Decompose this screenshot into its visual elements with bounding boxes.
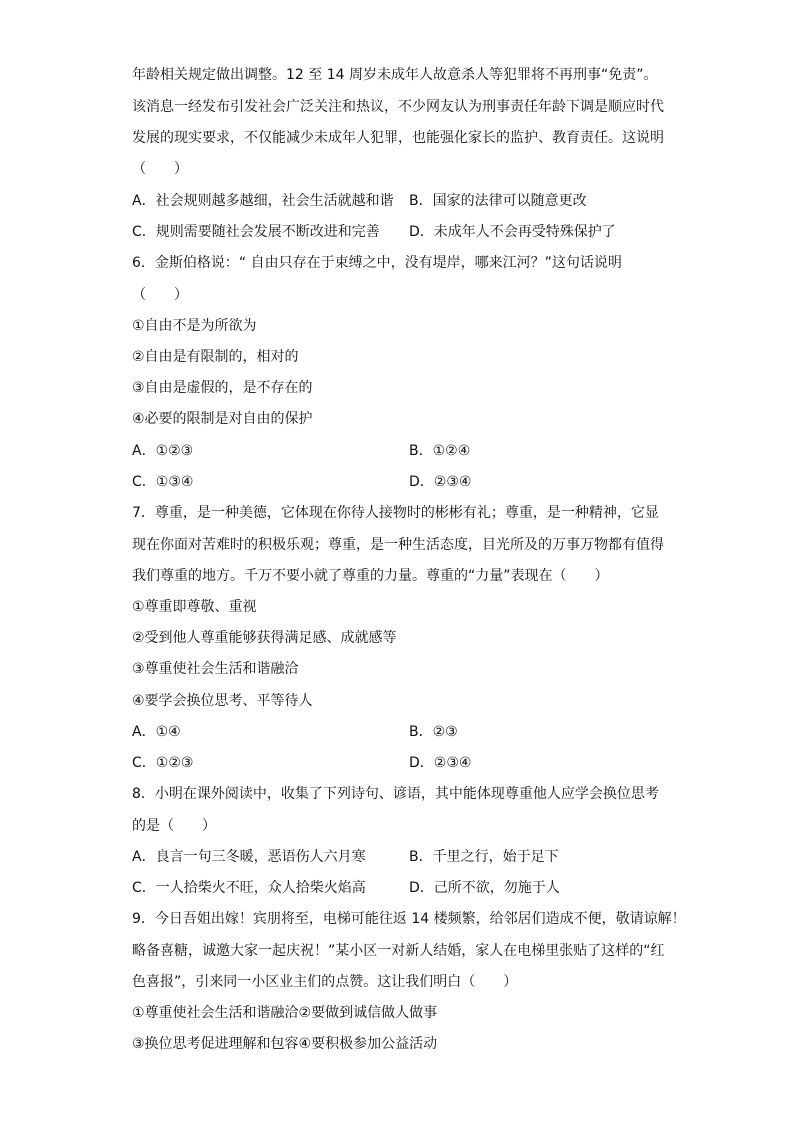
q8-stem-line-1: 8．小明在课外阅读中，收集了下列诗句、谚语，其中能体现尊重他人应学会换位思考 [132, 786, 659, 802]
q5-stem-line-1: 年龄相关规定做出调整。12 至 14 周岁未成年人故意杀人等犯罪将不再刑事“免责”。 [132, 67, 658, 83]
q8-option-d[interactable]: D．己所不欲，勿施于人 [409, 880, 560, 896]
q7-option-d[interactable]: D．②③④ [409, 755, 472, 771]
q8-option-c[interactable]: C．一人拾柴火不旺，众人拾柴火焰高 [132, 880, 366, 896]
q9-stem-line-1: 9．今日吾姐出嫁！宾朋将至，电梯可能往返 14 楼频繁，给邻居们造成不便，敬请谅解！ [132, 911, 686, 927]
q7-statement-3: ③尊重使社会生活和谐融洽 [132, 661, 299, 677]
q6-statement-3: ③自由是虚假的，是不存在的 [132, 380, 313, 396]
q7-stem-line-1: 7．尊重，是一种美德，它体现在你待人接物时的彬彬有礼；尊重，是一种精神，它显 [132, 505, 659, 521]
q7-statement-2: ②受到他人尊重能够获得满足感、成就感等 [132, 630, 397, 646]
q6-option-a[interactable]: A．①②③ [132, 443, 194, 459]
q7-stem-line-3: 我们尊重的地方。千万不要小就了尊重的力量。尊重的“力量”表现在（ ） [132, 568, 609, 584]
q7-option-b[interactable]: B．②③ [409, 724, 458, 740]
q6-option-d[interactable]: D．②③④ [409, 474, 472, 490]
q5-stem-line-2: 该消息一经发布引发社会广泛关注和热议，不少网友认为刑事责任年龄下调是顺应时代 [132, 99, 664, 115]
q5-answer-blank: （ ） [132, 161, 188, 177]
q9-stem-line-3: 色喜报”，引来同一小区业主们的点赞。这让我们明白（ ） [132, 974, 518, 990]
q6-option-b[interactable]: B．①②④ [409, 443, 471, 459]
q6-stem-line-1: 6．金斯伯格说：“ 自由只存在于束缚之中，没有堤岸，哪来江河？”这句话说明 [132, 255, 622, 271]
q6-answer-blank: （ ） [132, 287, 188, 303]
q5-option-b[interactable]: B．国家的法律可以随意更改 [409, 193, 587, 209]
q6-option-c[interactable]: C．①③④ [132, 474, 194, 490]
q8-option-a[interactable]: A．良言一句三冬暖，恶语伤人六月寒 [132, 849, 366, 865]
q7-statement-4: ④要学会换位思考、平等待人 [132, 693, 313, 709]
q5-option-a[interactable]: A．社会规则越多越细，社会生活就越和谐 [132, 193, 394, 209]
q6-statement-1: ①自由不是为所欲为 [132, 318, 257, 334]
q9-statement-line-1: ①尊重使社会生活和谐融洽②要做到诚信做人做事 [132, 1005, 438, 1021]
q5-stem-line-3: 发展的现实要求，不仅能减少未成年人犯罪，也能强化家长的监护、教育责任。这说明 [132, 130, 664, 146]
q9-stem-line-2: 略备喜糖，诚邀大家一起庆祝！”某小区一对新人结婚，家人在电梯里张贴了这样的“红 [132, 943, 665, 959]
q8-option-b[interactable]: B．千里之行，始于足下 [409, 849, 559, 865]
q7-statement-1: ①尊重即尊敬、重视 [132, 599, 257, 615]
q6-statement-2: ②自由是有限制的，相对的 [132, 349, 299, 365]
q6-statement-4: ④必要的限制是对自由的保护 [132, 411, 313, 427]
q7-option-c[interactable]: C．①②③ [132, 755, 194, 771]
q9-statement-line-2: ③换位思考促进理解和包容④要积极参加公益活动 [132, 1036, 438, 1052]
q5-option-d[interactable]: D．未成年人不会再受特殊保护了 [409, 224, 616, 240]
q8-stem-line-2: 的是（ ） [132, 818, 216, 834]
q7-option-a[interactable]: A．①④ [132, 724, 181, 740]
q5-option-c[interactable]: C．规则需要随社会发展不断改进和完善 [132, 224, 380, 240]
q7-stem-line-2: 现在你面对苦难时的积极乐观；尊重，是一种生活态度，目光所及的万事万物都有值得 [132, 537, 664, 553]
